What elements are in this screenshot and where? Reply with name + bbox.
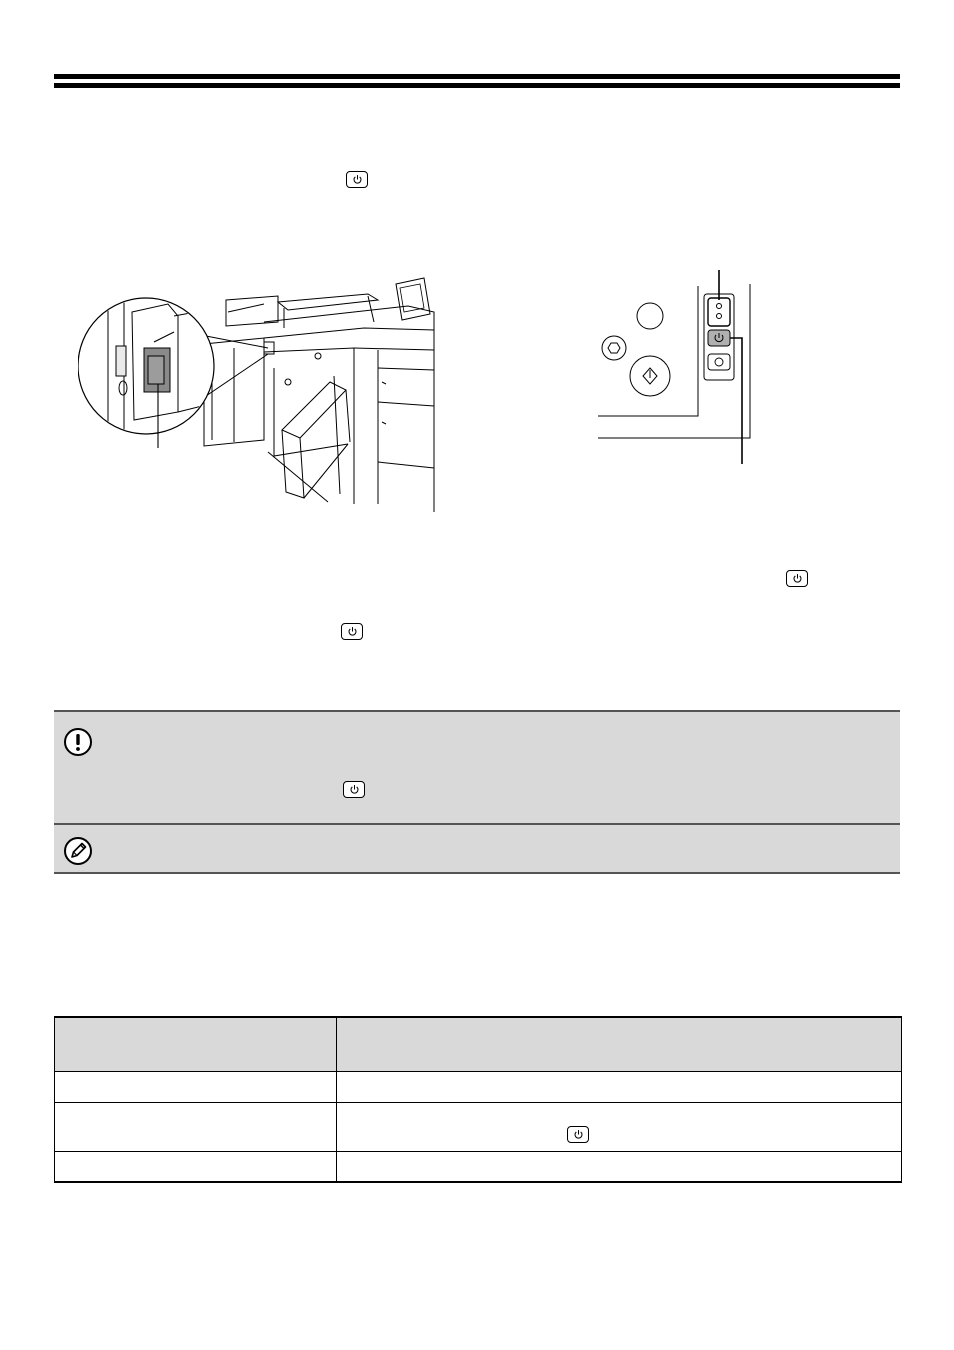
power-key-icon <box>341 623 363 640</box>
table-row <box>55 1072 902 1103</box>
header-rule-top <box>54 74 900 79</box>
power-key-icon <box>567 1126 589 1143</box>
table-cell <box>337 1152 902 1183</box>
table-cell <box>337 1072 902 1103</box>
pencil-note-icon <box>63 836 93 866</box>
header-rule-bottom <box>54 83 900 88</box>
caution-exclamation-icon <box>63 727 93 757</box>
table-cell <box>337 1103 902 1152</box>
table-cell <box>55 1072 337 1103</box>
table-header-row <box>55 1017 902 1072</box>
machine-main-switch-illustration <box>78 272 438 514</box>
table-cell <box>55 1103 337 1152</box>
power-key-icon <box>346 171 368 188</box>
caution-box <box>54 710 900 823</box>
table-header-cell <box>55 1017 337 1072</box>
power-key-icon <box>786 570 808 587</box>
note-box <box>54 825 900 874</box>
operation-panel-illustration <box>594 266 764 466</box>
table-header-cell <box>337 1017 902 1072</box>
table-row <box>55 1103 902 1152</box>
status-table <box>54 1016 902 1183</box>
power-key-icon <box>343 781 365 798</box>
table-row <box>55 1152 902 1183</box>
table-cell <box>55 1152 337 1183</box>
